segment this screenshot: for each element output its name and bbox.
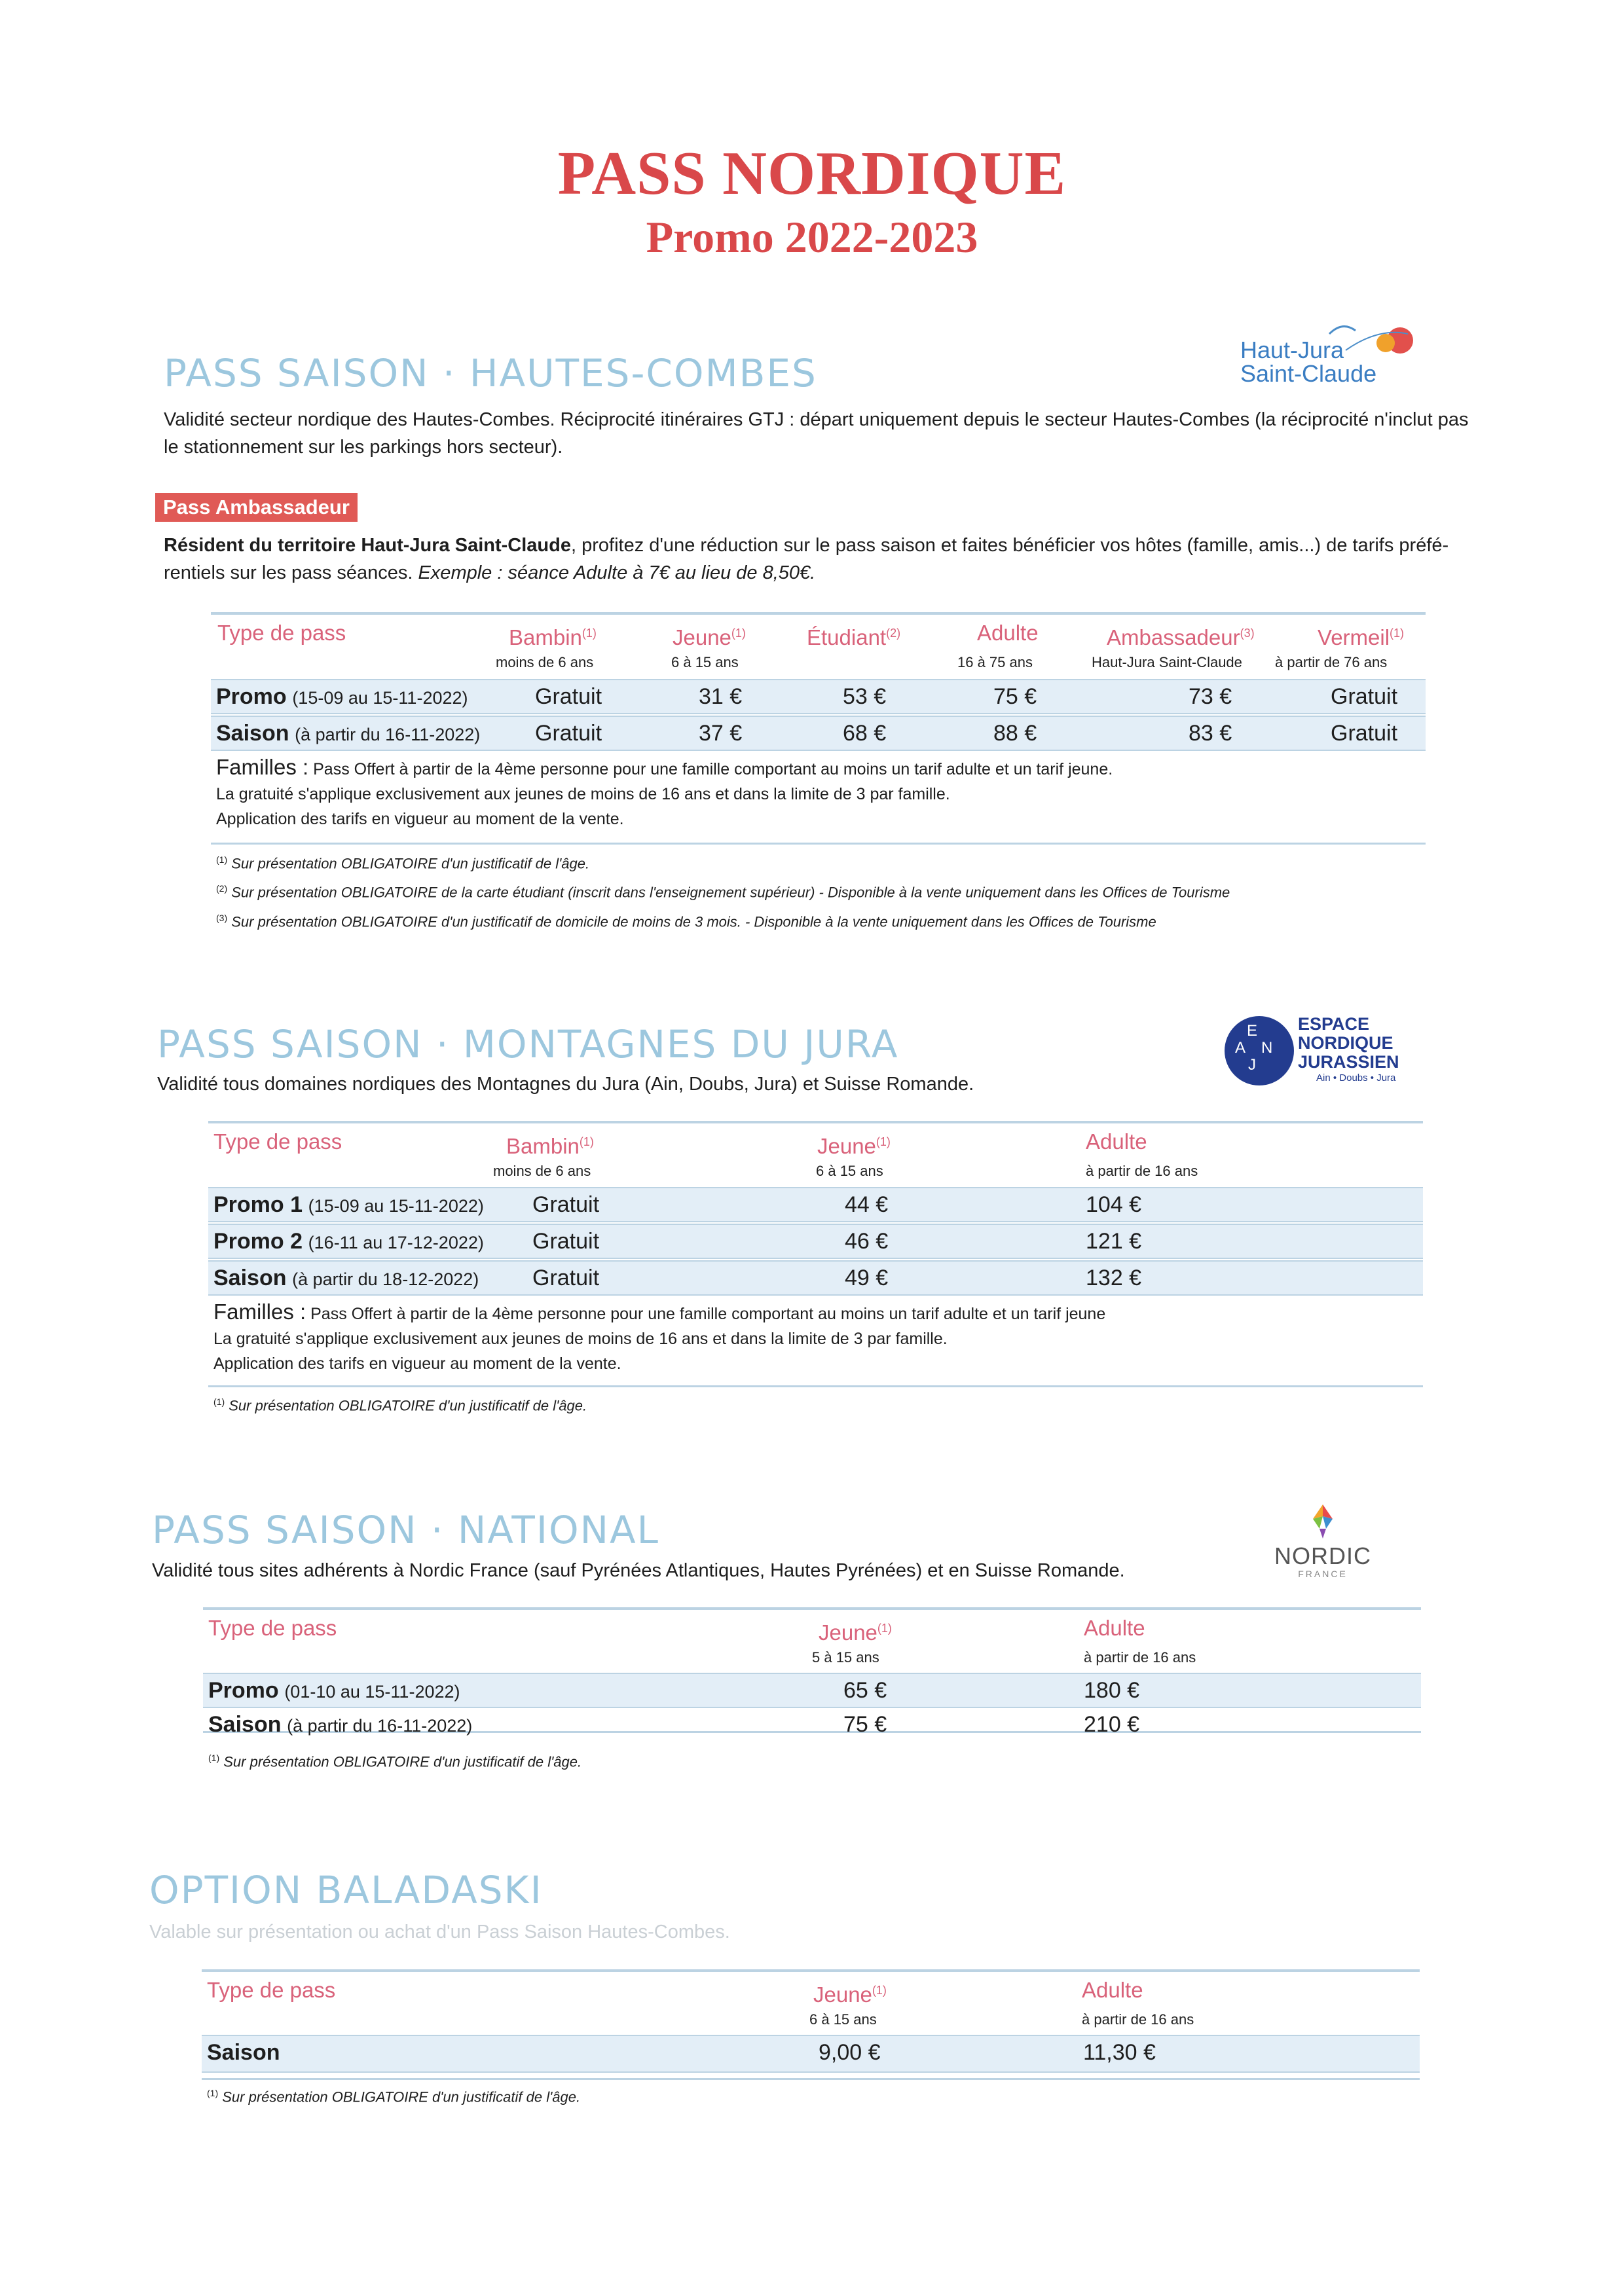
table-row: [202, 2035, 1420, 2073]
cell-adulte: 75 €: [993, 684, 1037, 709]
footnote-3: $^{(3)}$ Sur présentation OBLIGATOIRE d'un justificatif de domicile de moins de 3 mois. - Disponible à la vente uniquement dans les Offices de Tourisme: [216, 913, 1156, 930]
espace-nordique-logo-line3: JURASSIEN: [1298, 1052, 1399, 1072]
cell-bambin: Gratuit: [532, 1266, 600, 1290]
row-dates: (à partir du 16-11-2022): [295, 725, 481, 744]
cell-adulte: 121 €: [1086, 1229, 1142, 1254]
national-table: [203, 1607, 1421, 1737]
row-label: Promo: [216, 684, 287, 709]
cell-bambin: Gratuit: [535, 721, 602, 746]
national-description: Validité tous sites adhérents à Nordic France (sauf Pyrénées Atlantiques, Hautes Pyrénées) et en Suisse Romande.: [152, 1560, 1125, 1581]
familles-line1: Pass Offert à partir de la 4ème personne pour une famille comportant au moins un tarif adulte et un tarif jeune: [306, 1305, 1106, 1323]
ambassador-bold: Résident du territoire Haut-Jura Saint-Claude: [164, 535, 571, 556]
row-label: Promo: [208, 1678, 279, 1703]
col-sub-adulte: à partir de 16 ans: [1084, 1649, 1196, 1666]
hautes-combes-description-line2: le stationnement sur les parkings hors secteur).: [164, 437, 563, 458]
col-sub-adulte: à partir de 16 ans: [1082, 2011, 1194, 2028]
cell-vermeil: Gratuit: [1331, 721, 1398, 746]
cell-vermeil: Gratuit: [1331, 684, 1398, 709]
row-label: Promo 2: [213, 1229, 303, 1254]
espace-nordique-logo: [1225, 1015, 1421, 1093]
familles-label: Familles :: [216, 755, 309, 779]
col-header-jeune: Jeune$^{(1)}$: [673, 625, 746, 649]
col-sub-jeune: 6 à 15 ans: [671, 654, 739, 670]
ambassador-line2: rentiels sur les pass séances.: [164, 562, 418, 583]
table-row: [211, 679, 1426, 714]
col-header-jeune: Jeune$^{(1)}$: [813, 1982, 887, 2007]
col-sub-jeune: 6 à 15 ans: [816, 1163, 883, 1179]
espace-nordique-logo-line4: Ain • Doubs • Jura: [1316, 1072, 1396, 1084]
cell-jeune: 44 €: [845, 1192, 889, 1217]
table-row: [208, 1260, 1423, 1296]
haut-jura-logo-line2: Saint-Claude: [1240, 360, 1377, 387]
cell-etudiant: 68 €: [843, 721, 887, 746]
page-title: PASS NORDIQUE: [557, 139, 1067, 208]
espace-nordique-logo-line2: NORDIQUE: [1298, 1033, 1393, 1053]
familles-label: Familles :: [213, 1300, 306, 1324]
col-sub-bambin: moins de 6 ans: [496, 654, 594, 670]
montagnes-jura-description: Validité tous domaines nordiques des Montagnes du Jura (Ain, Doubs, Jura) et Suisse Romande.: [157, 1074, 974, 1095]
row-dates: (15-09 au 15-11-2022): [292, 688, 468, 708]
footnote-1: $^{(1)}$ Sur présentation OBLIGATOIRE d'un justificatif de l'âge.: [213, 1396, 587, 1414]
cell-adulte: 104 €: [1086, 1192, 1142, 1217]
row-dates: (15-09 au 15-11-2022): [308, 1196, 484, 1216]
haut-jura-logo: [1231, 314, 1428, 393]
row-dates: (à partir du 16-11-2022): [287, 1716, 473, 1736]
ambassador-example: Exemple : séance Adulte à 7€ au lieu de 8,50€.: [418, 562, 816, 583]
col-header-vermeil: Vermeil$^{(1)}$: [1318, 625, 1405, 649]
cell-ambassadeur: 73 €: [1189, 684, 1232, 709]
espace-nordique-logo-line1: ESPACE: [1298, 1014, 1370, 1034]
cell-jeune: 37 €: [699, 721, 743, 746]
section-title-baladaski: OPTION BALADASKI: [149, 1868, 543, 1912]
row-dates: (01-10 au 15-11-2022): [284, 1682, 460, 1702]
cell-ambassadeur: 83 €: [1189, 721, 1232, 746]
row-dates: (16-11 au 17-12-2022): [308, 1233, 484, 1252]
row-label: Saison: [207, 2040, 280, 2065]
espace-nordique-logo-circle: E N J A: [1225, 1016, 1294, 1085]
footnote-1: $^{(1)}$ Sur présentation OBLIGATOIRE d'un justificatif de l'âge.: [207, 2088, 581, 2105]
col-header-adulte: Adulte: [1082, 1978, 1143, 2002]
section-title-national: PASS SAISON · NATIONAL: [152, 1508, 659, 1552]
familles-block: [216, 755, 1113, 831]
col-header-adulte: Adulte: [1086, 1129, 1147, 1154]
col-header-type: Type de pass: [207, 1978, 336, 2002]
table-row: [208, 1187, 1423, 1222]
col-header-bambin: Bambin$^{(1)}$: [509, 625, 597, 649]
pass-ambassadeur-badge: Pass Ambassadeur: [155, 493, 358, 522]
nordic-france-logo: [1267, 1499, 1378, 1584]
familles-line2: La gratuité s'applique exclusivement aux jeunes de moins de 16 ans et dans la limite de 3 par famille.: [213, 1330, 948, 1348]
cell-adulte: 180 €: [1084, 1678, 1140, 1703]
familles-block: [213, 1300, 1105, 1376]
col-header-type: Type de pass: [213, 1129, 342, 1154]
cell-jeune: 46 €: [845, 1229, 889, 1254]
haut-jura-logo-line1: Haut-Jura: [1240, 337, 1344, 363]
cell-bambin: Gratuit: [532, 1192, 600, 1217]
table-row: [203, 1673, 1421, 1708]
table-row: [211, 716, 1426, 751]
col-sub-ambassadeur: Haut-Jura Saint-Claude: [1092, 654, 1242, 670]
footnote-2: $^{(2)}$ Sur présentation OBLIGATOIRE de la carte étudiant (inscrit dans l'enseignement supérieur) - Disponible à la vente uniquement dans les Offices de Tourisme: [216, 883, 1230, 901]
cell-etudiant: 53 €: [843, 684, 887, 709]
col-header-adulte: Adulte: [977, 621, 1039, 645]
col-header-ambassadeur: Ambassadeur$^{(3)}$: [1107, 625, 1255, 649]
col-header-etudiant: Étudiant$^{(2)}$: [807, 625, 901, 649]
row-label: Saison: [213, 1266, 287, 1290]
table-row: [203, 1708, 1421, 1741]
row-dates: (à partir du 18-12-2022): [292, 1269, 479, 1289]
baladaski-table: [202, 1969, 1420, 2080]
col-header-adulte: Adulte: [1084, 1616, 1145, 1640]
hautes-combes-description: [164, 406, 1493, 461]
cell-adulte: 88 €: [993, 721, 1037, 746]
ambassador-text: [164, 532, 1493, 587]
cell-adulte: 132 €: [1086, 1266, 1142, 1290]
familles-line3: Application des tarifs en vigueur au moment de la vente.: [216, 810, 624, 828]
col-sub-bambin: moins de 6 ans: [493, 1163, 591, 1179]
table-row: [208, 1224, 1423, 1259]
hautes-combes-description-line1: Validité secteur nordique des Hautes-Combes. Réciprocité itinéraires GTJ : départ uniquement depuis le secteur Hautes-Combes (la réciprocité n'inclut pas: [164, 409, 1469, 430]
ambassador-line1: , profitez d'une réduction sur le pass saison et faites bénéficier vos hôtes (famille, amis...) de tarifs préfé-: [571, 535, 1449, 556]
familles-line1: Pass Offert à partir de la 4ème personne pour une famille comportant au moins un tarif adulte et un tarif jeune.: [308, 760, 1113, 778]
section-title-hautes-combes: PASS SAISON · HAUTES-COMBES: [164, 351, 817, 395]
baladaski-description: Valable sur présentation ou achat d'un Pass Saison Hautes-Combes.: [149, 1922, 730, 1942]
col-sub-jeune: 6 à 15 ans: [809, 2011, 877, 2028]
cell-bambin: Gratuit: [532, 1229, 600, 1254]
col-sub-jeune: 5 à 15 ans: [812, 1649, 879, 1666]
section-title-montagnes-jura: PASS SAISON · MONTAGNES DU JURA: [157, 1022, 899, 1066]
col-header-jeune: Jeune$^{(1)}$: [819, 1620, 892, 1645]
cell-adulte: 11,30 €: [1083, 2040, 1156, 2065]
nordic-france-logo-line2: FRANCE: [1298, 1569, 1348, 1579]
cell-jeune: 31 €: [699, 684, 743, 709]
cell-bambin: Gratuit: [535, 684, 602, 709]
familles-line2: La gratuité s'applique exclusivement aux jeunes de moins de 16 ans et dans la limite de 3 par famille.: [216, 785, 950, 803]
cell-jeune: 75 €: [843, 1712, 887, 1737]
footnote-1: $^{(1)}$ Sur présentation OBLIGATOIRE d'un justificatif de l'âge.: [208, 1753, 582, 1770]
row-label: Promo 1: [213, 1192, 303, 1217]
cell-jeune: 65 €: [843, 1678, 887, 1703]
cell-jeune: 9,00 €: [819, 2040, 881, 2065]
montagnes-jura-table: [208, 1121, 1423, 1387]
nordic-france-logo-line1: NORDIC: [1274, 1542, 1371, 1569]
familles-line3: Application des tarifs en vigueur au moment de la vente.: [213, 1355, 621, 1373]
col-sub-adulte: à partir de 16 ans: [1086, 1163, 1198, 1179]
cell-adulte: 210 €: [1084, 1712, 1140, 1737]
cell-jeune: 49 €: [845, 1266, 889, 1290]
col-sub-vermeil: à partir de 76 ans: [1275, 654, 1388, 670]
page-subtitle: Promo 2022-2023: [646, 212, 978, 262]
col-header-jeune: Jeune$^{(1)}$: [817, 1134, 891, 1158]
col-header-type: Type de pass: [217, 621, 346, 645]
hautes-combes-table: [211, 612, 1426, 845]
row-label: Saison: [216, 721, 289, 746]
col-header-bambin: Bambin$^{(1)}$: [506, 1134, 594, 1158]
row-label: Saison: [208, 1712, 282, 1737]
col-header-type: Type de pass: [208, 1616, 337, 1640]
footnote-1: $^{(1)}$ Sur présentation OBLIGATOIRE d'un justificatif de l'âge.: [216, 854, 590, 872]
col-sub-adulte: 16 à 75 ans: [957, 654, 1033, 670]
